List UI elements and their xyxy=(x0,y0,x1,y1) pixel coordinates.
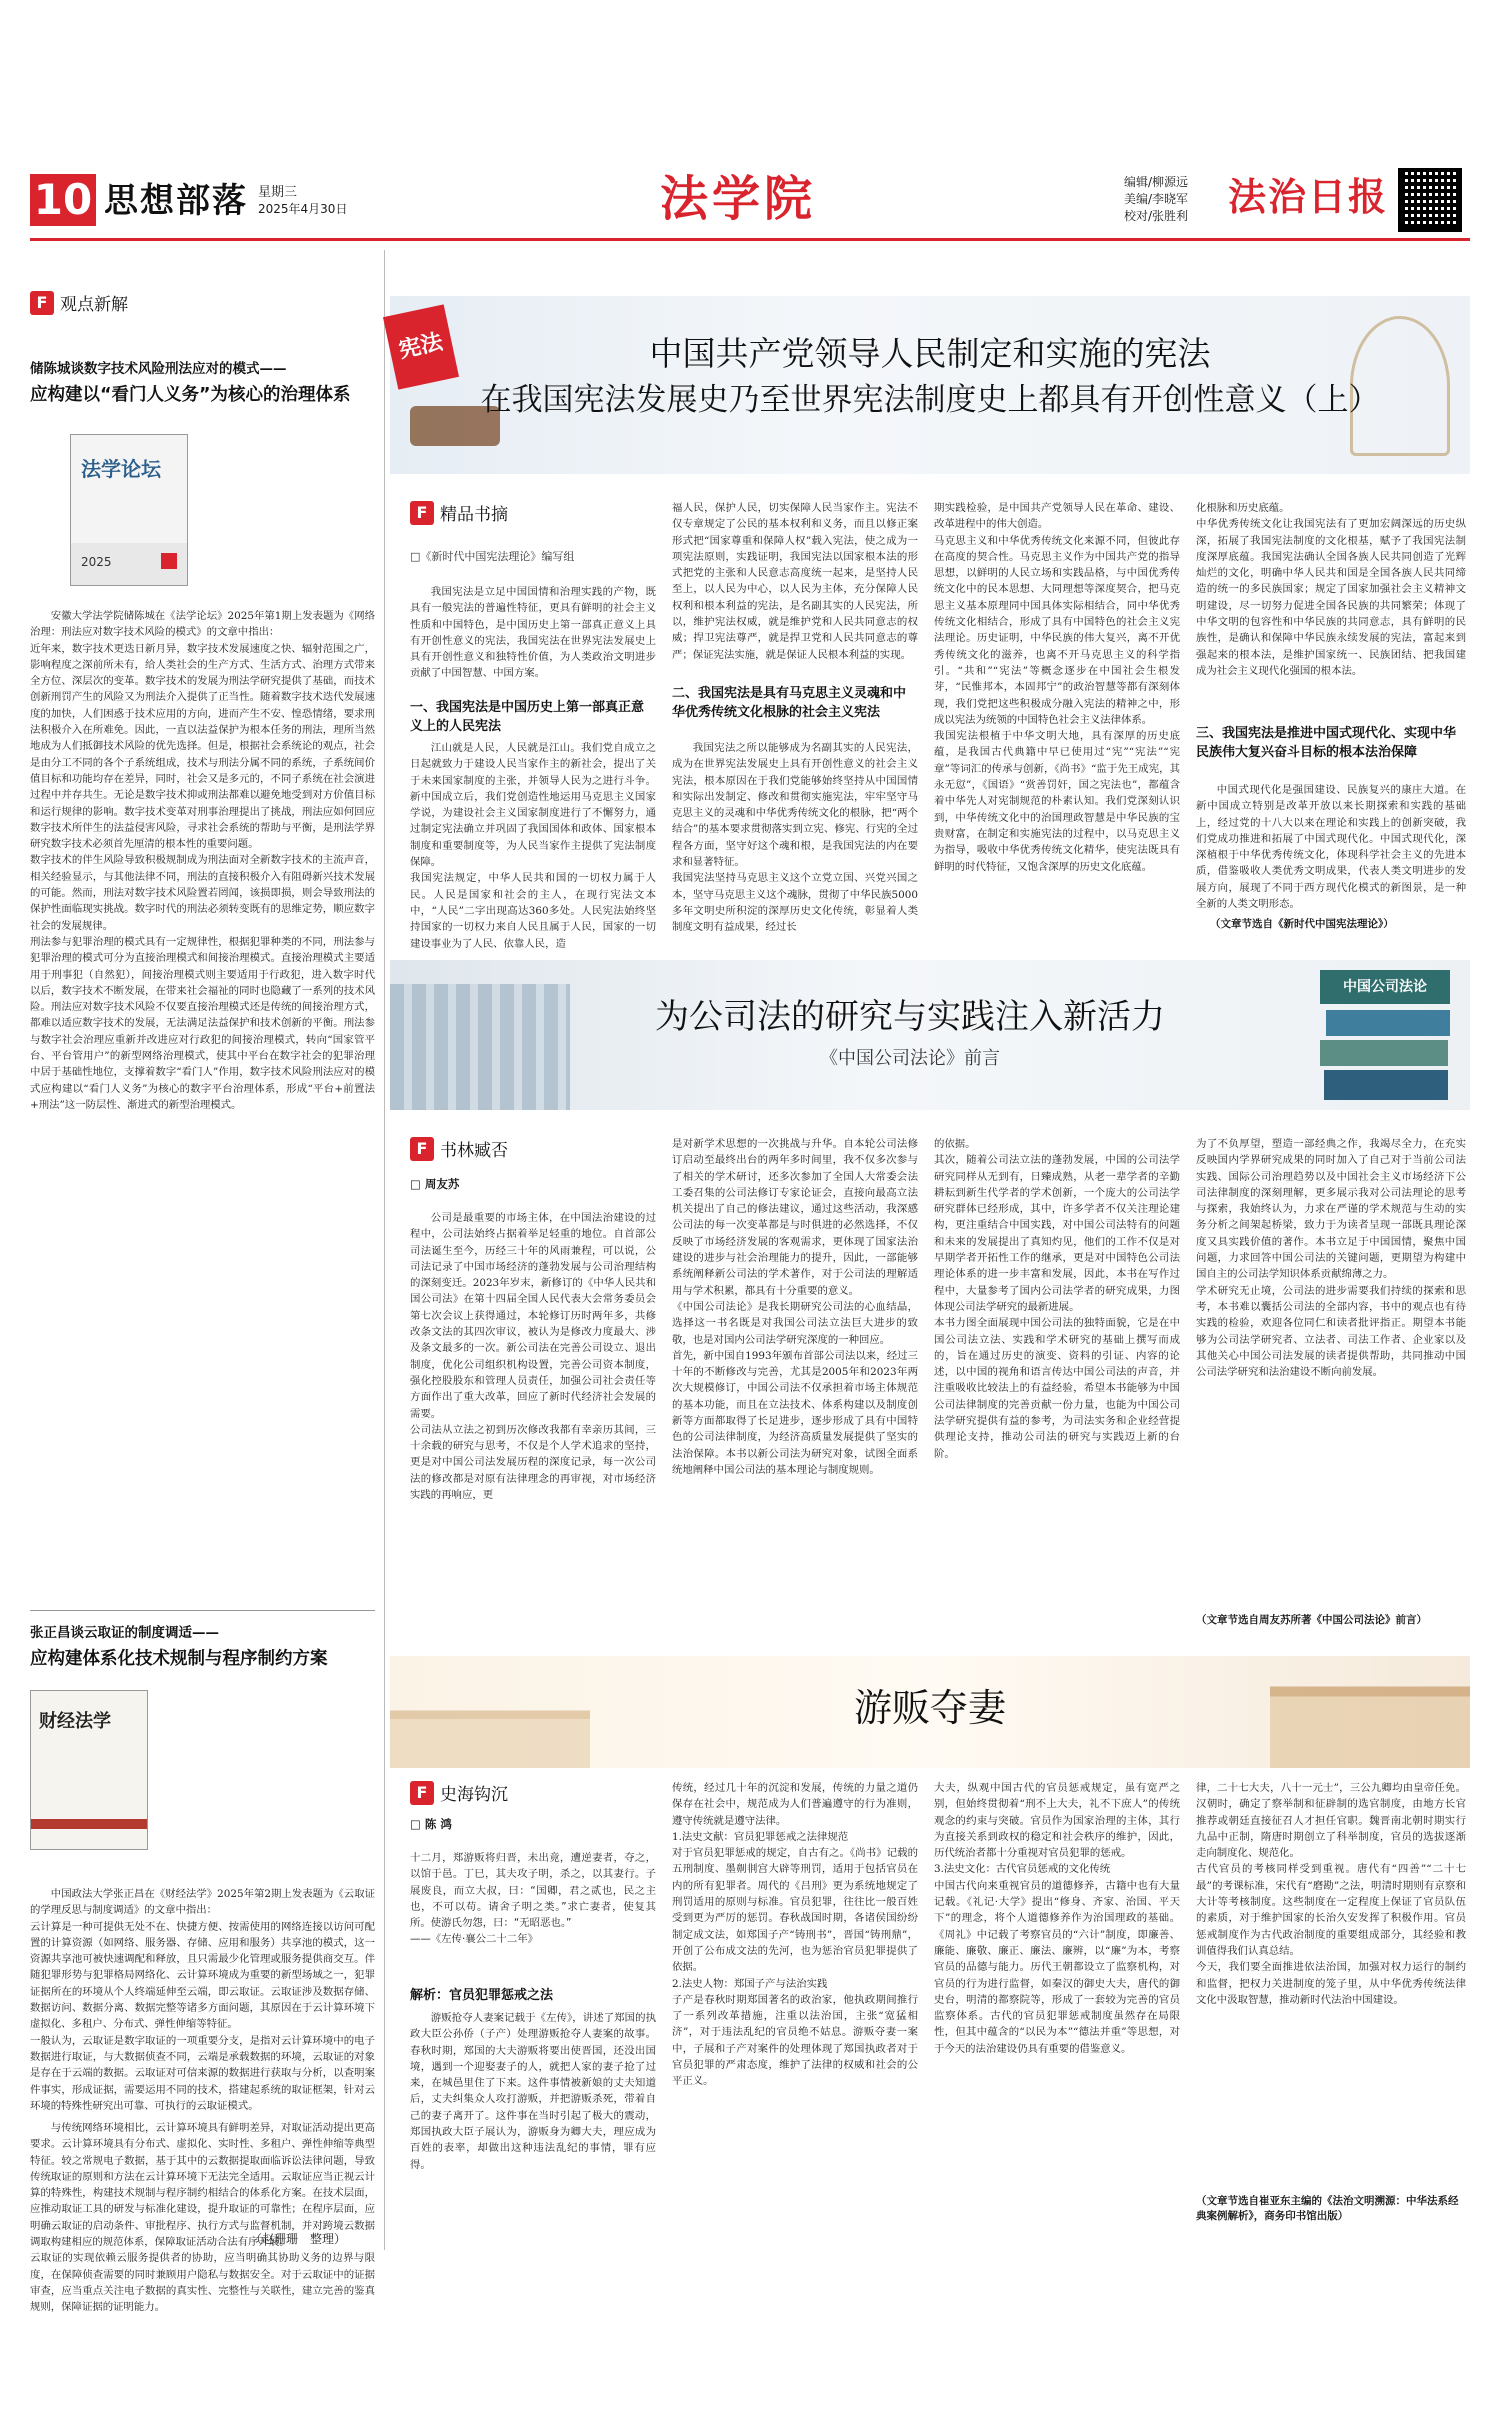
article-body-continued: 与传统网络环境相比，云计算环境具有鲜明差异，对取证活动提出更高要求。云计算环境具有分布式、虚拟化、实时性、多租户、弹性伸缩等典型特征。较之常规电子数据，基于其中的云数据提取面临诉讼法律问题，导致传统取证的原则和方法在云计算环境下无法完全适用。云取证应当正视云计算的特殊性，构建技术规制与程序制约相结合的体系化方案。在技术层面，应推动取证工具的研发与标准化建设，提升取证的可靠性；在程序层面，应明确云取证的启动条件、审批程序、执行方式与监督机制，并对跨境云数据调取构建相应的规范体系，保障取证活动合法有序开展。 云取证的实现依赖云服务提供者的协助，应当明确其协助义务的边界与限度，在保障侦查需要的同时兼顾用户隐私与数据安全。对于云取证中的证据审查，应当重点关注电子数据的真实性、完整性与关联性，建立完善的鉴真规则，保障证据的证明能力。 xyxy=(30,2122,375,2314)
journal-cover-title: 法学论坛 xyxy=(81,457,161,481)
article-banner xyxy=(390,296,1470,474)
weekday: 星期三 xyxy=(258,185,298,200)
section-label: 观点新解 xyxy=(60,295,128,315)
article-section xyxy=(410,1136,1470,1646)
book-stack-illustration xyxy=(1320,970,1450,1106)
banner-badge: 宪法 xyxy=(383,304,459,389)
section-label: 精品书摘 xyxy=(440,505,508,525)
subhead: 一、我国宪法是中国历史上第一部真正意义上的人民宪法 xyxy=(410,700,645,734)
section-header-history xyxy=(410,1780,508,1805)
journal-cover-title: 财经法学 xyxy=(39,1711,111,1732)
article-kicker: 储陈城谈数字技术风险刑法应对的模式—— xyxy=(30,361,287,377)
article-kicker: 张正昌谈云取证的制度调适—— xyxy=(30,1625,219,1641)
author-line: □ 陈 鸿 xyxy=(410,1817,452,1831)
editor-note: （赵珊珊 整理） xyxy=(250,2232,347,2246)
left-column xyxy=(30,290,375,2314)
proofreader-credit: 校对/张胜利 xyxy=(1124,209,1189,223)
article-col-2: 是对新学术思想的一次挑战与升华。自本轮公司法修订启动至最终出台的两年多时间里，我不仅多次参与了相关的学术研讨，还多次参加了全国人大常委会法工委召集的公司法修订专家论证会，直接向最高立法机关提出了自己的修法建议，通过这些活动，我深感公司法的每一次变革都是与时俱进的必然选择，不仅反映了市场经济发展的客观需求，更体现了国家法治建设的进步与社会治理能力的提升，因此，一部能够系统阐释新公司法的学术著作，对于公司法的理解适用与学术积累，都具有十分重要的意义。 《中国公司法论》是我长期研究公司法的心血结晶，选择这一书名既是对我国公司法立法巨大进步的致敬，也是对国内公司法学研究深度的一种回应。 首先，新中国自1993年颁布首部公司法以来，经过三十年的不断修改与完善，尤其是2005年和2023年两次大规模修订，中国公司法不仅承担着市场主体规范的基本功能，而且在立法技术、体系构建以及制度创新等方面都取得了长足进步，逐步形成了具有中国特色的公司法律制度，为经济高质量发展提供了坚实的法治保障。本书以新公司法为研究对象，试图全面系统地阐释中国公司法的基本理论与制度规则。 xyxy=(672,1138,918,1476)
section-label: 书林臧否 xyxy=(440,1141,508,1161)
article-col-1: 公司是最重要的市场主体，在中国法治建设的过程中，公司法始终占据着举足轻重的地位。自首部公司法诞生至今，历经三十年的风雨兼程，可以说，公司法记录了中国市场经济的蓬勃发展与公司治理结构的深刻变迁。2023年岁末，新修订的《中华人民共和国公司法》在第十四届全国人民代表大会常务委员会第七次会议上获得通过，本轮修订历时两年多，共修改条文法的其四次审议，被认为是修改力度最大、涉及条文最多的一次。新公司法在完善公司设立、退出制度，优化公司组织机构设置，完善公司资本制度，强化控股股东和管理人员责任，加强公司社会责任等方面作出了重大改革，回应了新时代经济社会发展的需要。 公司法从立法之初到历次修改我都有幸亲历其间，三十余载的研究与思考，不仅是个人学术追求的坚持，更是对中国公司法发展历程的深度记录，每一次公司法的修改都是对原有法律理念的再审视，对市场经济实践的再响应，更 xyxy=(410,1212,656,1502)
journal-cover-image xyxy=(30,1690,148,1850)
article-section xyxy=(410,500,1470,950)
section-logo-icon: F xyxy=(30,291,54,315)
article-col-1: 我国宪法是立足中国国情和治理实践的产物，既具有一般宪法的普遍性特征，更具有鲜明的社会主义性质和中国特色，是中国历史上第一部真正意义上具有开创性意义的宪法，我国宪法在世界宪法发展史上具有开创性意义和独特性价值，为人类政治文明进步贡献了中国智慧、中国方案。 xyxy=(410,586,656,680)
section-label: 史海钩沉 xyxy=(440,1785,508,1805)
book-spine xyxy=(1326,1010,1450,1036)
section-name: 思想部落 xyxy=(104,181,248,221)
article-col-2-b: 我国宪法之所以能够成为名副其实的人民宪法，成为在世界宪法发展史上具有开创性意义的社会主义宪法，根本原因在于我们党能够始终坚持从中国国情和实际出发制定、修改和贯彻实施宪法，牢牢坚守马克思主义的灵魂和中华优秀传统文化的根脉，把“两个结合”的基本要求贯彻落实到立宪、修宪、行宪的全过程各方面，坚守好这个魂和根，是我国宪法的内在要求和显著特征。 我国宪法坚持马克思主义这个立党立国、兴党兴国之本，坚守马克思主义这个魂脉，贯彻了中华民族5000多年文明史所积淀的深厚历史文化传统，彰显着人类制度文明有益成果，经过长 xyxy=(672,742,918,934)
pavilion-illustration xyxy=(390,1686,590,1768)
journal-cover-band xyxy=(31,1819,147,1829)
article-headline: 应构建以“看门人义务”为核心的治理体系 xyxy=(30,385,351,405)
left-column-rule xyxy=(384,250,385,2250)
article-col-3: 的依据。 其次，随着公司法立法的蓬勃发展，中国的公司法学研究同样从无到有，日臻成熟，从老一辈学者的辛勤耕耘到新生代学者的学术创新，一个庞大的公司法学研究群体已经形成，其中，许多学者不仅关注理论建构，更注重结合中国实践，对中国公司法特有的问题和未来的发展提出了真知灼见，他们的工作不仅是对早期学者开拓性工作的继承，更是对中国特色公司法理论体系的进一步丰富和发展，因此，本书在写作过程中，大量参考了国内公司法学者的研究成果，力图体现公司法学研究的最新进展。 本书力图全面展现中国公司法的独特面貌，它是在中国公司法立法、实践和学术研究的基础上撰写而成的，旨在通过历史的演变、资料的引证、内容的论述，以中国的视角和语言传达中国公司法的声音，并注重吸收比较法上的有益经验，希望本书能够为中国公司法律制度的完善贡献一份力量，也能为中国公司法学研究提供有益的参考，为司法实务和企业经营提供理论支持，推动公司法的研究与实践迈上新的台阶。 xyxy=(934,1138,1180,1460)
classical-quote: 十二月，郑游贩将归晋，未出竟，遭逆妻者，夺之，以馆于邑。丁巳，其夫攻子明，杀之，以其妻行。子展废良，而立大叔，曰：“国卿，君之贰也，民之主也，不可以苟。请舍子明之类。”求亡妻者，使复其所。使游氏勿怨，曰：“无昭恶也。” ——《左传·襄公二十二年》 xyxy=(410,1852,656,1946)
article-subheadline: 在我国宪法发展史乃至世界宪法制度史上都具有开创性意义（上） xyxy=(480,382,1380,418)
article-source: （文章节选自周友苏所著《中国公司法论》前言） xyxy=(1196,1614,1427,1626)
subhead: 解析：官员犯罪惩戒之法 xyxy=(410,1988,554,2003)
qr-code-icon[interactable] xyxy=(1398,168,1462,232)
article-subheadline: 《中国公司法论》前言 xyxy=(820,1048,1000,1069)
issue-date: 2025年4月30日 xyxy=(258,202,348,216)
article-divider xyxy=(30,1610,375,1611)
article-col-4: 为了不负厚望，塑造一部经典之作，我竭尽全力，在充实反映国内学界研究成果的同时加入了自己对于当前公司法实践、国际公司治理趋势以及中国社会主义市场经济下公司法律制度的深刻理解，更多展示我对公司法理论的思考与探索，我始终认为，力求在严谨的学术规范与生动的实务分析之间架起桥梁，致力于为读者呈现一部既具理论深度又具实践价值的著作。本书立足于中国国情，聚焦中国问题，力求回答中国公司法的关键问题，更期望为构建中国自主的公司法学知识体系贡献绵薄之力。 学术研究无止境，公司法的进步需要我们持续的探索和思考，本书难以囊括公司法的全部内容，书中的观点也有待实践的检验，欢迎各位同仁和读者批评指正。期望本书能够为公司法学研究者、立法者、司法工作者、企业家以及其他关心中国公司法发展的读者提供帮助，共同推动中国公司法学研究和法治建设不断向前发展。 xyxy=(1196,1138,1466,1379)
article-col-2: 传统，经过几十年的沉淀和发展，传统的力量之道仍保存在社会中，规范成为人们普遍遵守的行为准则，遵守传统就是遵守法律。 1.法史文献：官员犯罪惩戒之法律规范 对于官员犯罪惩戒的规定，自古有之。《尚书》记载的五刑制度、墨劓剕宫大辟等刑罚，适用于包括官员在内的所有犯罪者。周代的《吕刑》更为系统地规定了刑罚适用的原则与标准。官员犯罪，往往比一般百姓受到更为严厉的惩罚。春秋战国时期，各诸侯国纷纷制定成文法，如郑国子产“铸刑书”，晋国“铸刑鼎”，开创了公布成文法的先河，也为惩治官员犯罪提供了依据。 2.法史人物：郑国子产与法治实践 子产是春秋时期郑国著名的政治家，他执政期间推行了一系列改革措施，注重以法治国，主张“宽猛相济”，对于违法乱纪的官员绝不姑息。游贩夺妻一案中，子展和子产对案件的处理体现了郑国执政者对于官员犯罪的严肃态度，维护了法律的权威和社会的公平正义。 xyxy=(672,1782,918,2088)
column-title: 法学院 xyxy=(660,171,817,227)
editor-credit: 编辑/柳源远 xyxy=(1124,175,1189,189)
article-headline: 为公司法的研究与实践注入新活力 xyxy=(655,997,1165,1037)
article-col-1-b: 江山就是人民，人民就是江山。我们党自成立之日起就致力于建设人民当家作主的新社会，提出了关于未来国家制度的主张，并领导人民为之进行斗争。新中国成立后，我们党创造性地运用马克思主义国家学说，为建设社会主义国家制度进行了不懈努力，通过制定宪法确立并巩固了我国国体和政体、国家根本制度和重要制度等，为人民当家作主提供了宪法制度保障。 我国宪法规定，中华人民共和国的一切权力属于人民。人民是国家和社会的主人，在现行宪法文本中，“人民”二字出现高达360多处。人民宪法始终坚持国家的一切权力来自人民且属于人民，国家的一切建设事业为了人民、依靠人民，造 xyxy=(410,742,656,950)
subhead: 二、我国宪法是具有马克思主义灵魂和中华优秀传统文化根脉的社会主义宪法 xyxy=(672,686,907,720)
article-col-2: 福人民，保护人民，切实保障人民当家作主。宪法不仅专章规定了公民的基本权利和义务，而且以修正案形式把“国家尊重和保障人权”载入宪法，使之成为一项宪法原则，实践证明，我国宪法以国家根本法的形式把党的主张和人民意志高度统一起来，是坚持人民至上，以人民为中心，以人民为主体，充分保障人民权利和根本利益的宪法，是名副其实的人民宪法，所以，维护宪法权威，就是维护党和人民共同意志的权威；捍卫宪法尊严，就是捍卫党和人民共同意志的尊严；保证宪法实施，就是保证人民根本利益的实现。 xyxy=(672,502,918,661)
art-editor-credit: 美编/李晓军 xyxy=(1124,192,1189,206)
article-body: 安徽大学法学院储陈城在《法学论坛》2025年第1期上发表题为《网络治理：刑法应对数字技术风险的模式》的文章中指出： 近年来，数字技术更迭日新月异，数字技术发展速度之快、辐射范围之广，影响程度之深前所未有，给人类社会的生产方式、生活方式、治理方式带来全方位、深层次的变革。数字技术的发展为刑法学研究提供了基础，而技术创新刑罚产生的风险又为刑法介入提供了正当性。随着数字技术迭代发展速度的加快，人们困惑于技术应用的方向，进而产生不安、惶恐情绪，要求刑法积极介入在所难免。因此，一直以法益保护为根本任务的刑法，理所当然地成为人们抵御技术风险的优先选择。但是，根据社会系统论的观点，社会是由分工不同的各个子系统组成，技术与刑法分属不同的系统，子系统间价值目标和功能均存在差异，同时，社会又是多元的，不同子系统在社会演进过程中并存共生。无论是数字技术抑或刑法都难以避免地受到对方价值目标和运行规律的影响。数字技术变革对刑事治理提出了挑战，刑法应如何回应数字技术所伴生的法益侵害风险，寻求社会系统的帮助与平衡，是刑法学界研究数字技术必须首先厘清的根本性的重要问题。 数字技术的伴生风险导致积极规制成为刑法面对全新数字技术的主流声音，相关经验显示，与其他法律不同，刑法的直接积极介入有阻碍新兴技术发展的可能。然而，刑法对数字技术风险置若罔闻，该损即损，则会导致刑法的保护性面临现实挑战。数字时代的刑法必须转变既有的思维定势，顺应数字社会的发展规律。 刑法参与犯罪治理的模式具有一定规律性，根据犯罪种类的不同，刑法参与犯罪治理的模式可分为直接治理模式和间接治理模式。直接治理模式主要适用于刑事犯（自然犯），间接治理模式则主要适用于行政犯，进入数字时代以后，数字技术不断发展，在带来社会福祉的同时也隐藏了一系列的技术风险。刑法应对数字技术风险不仅要直接治理模式还是传统的间接治理方式，都难以适应数字技术的发展，无法满足法益保护和技术创新的平衡。刑法参与数字社会治理应重新并改进应对行政犯的间接治理模式，转向“国家管平台、平台管用户”的新型网络治理模式，使其中平台在数字社会的犯罪治理中居于基础性地位，支撑着数字“看门人”作用，数字技术风险刑法应对的模式应构建以“看门人义务”为核心的数字平台治理体系，形成“平台+前置法+刑法”这一防层性、渐进式的新型治理模式。 xyxy=(30,610,375,1111)
article-headline: 应构建体系化技术规制与程序制约方案 xyxy=(30,1649,328,1669)
section-header-book-excerpts xyxy=(410,500,508,525)
article-banner xyxy=(390,1656,1470,1768)
journal-cover-year: 2025 xyxy=(81,555,112,569)
section-header-book-review xyxy=(410,1136,508,1161)
masthead-rule xyxy=(30,238,1470,241)
journal-cover-image xyxy=(70,434,188,586)
article-body: 中国政法大学张正昌在《财经法学》2025年第2期上发表题为《云取证的学理反思与制度调适》的文章中指出： 云计算是一种可提供无处不在、快捷方便、按需使用的网络连接以访问可配置的计算资源（如网络、服务器、存储、应用和服务）共享池的模式，这一资源共享池可被快速调配和释放，且只需最少化管理或服务提供商交互。伴随犯罪形势与犯罪格局网络化、云计算环境成为重要的新型场域之一，犯罪证据所在的环境从个人终端延伸至云端，即云取证。云取证涉及数据存储、数据访问、数据分离、数据完整等诸多方面问题，其原因在于云计算环境下虚拟化、多租户、分布式、弹性伸缩等特征。 一般认为，云取证是数字取证的一项重要分支，是指对云计算环境中的电子数据进行取证，与大数据侦查不同，云端是承载数据的环境，云取证的对象是存在于云端的数据。云取证对可信来源的数据进行获取与分析，以查明案件事实，形成证据，需要运用不同的技术，搭建起系统的取证框架，针对云环境的特殊性研究出可靠、可执行的云取证模式。 xyxy=(30,1888,375,2112)
pavilion-illustration xyxy=(1270,1666,1470,1768)
author-line: □《新时代中国宪法理论》编写组 xyxy=(410,550,575,563)
subhead: 三、我国宪法是推进中国式现代化、实现中华民族伟大复兴奋斗目标的根本法治保障 xyxy=(1196,726,1457,760)
article-col-4: 化根脉和历史底蕴。 中华优秀传统文化让我国宪法有了更加宏阔深远的历史纵深，拓展了我国宪法制度的文化根基，赋予了我国宪法制度深厚底蕴。我国宪法确认全国各族人民共同创造了光辉灿烂的文化，明确中华人民共和国是全国各族人民共同缔造的统一的多民族国家；规定了国家加强社会主义精神文明建设，尽一切努力促进全国各民族的共同繁荣；体现了中华文明的包容性和中华民族的共同意志，具有鲜明的民族性，是确认和保障中华民族永续发展的宪法，富起来到强起来的根本法，是维护国家统一、民族团结、把我国建成为社会主义现代化强国的根本法。 xyxy=(1196,502,1466,677)
journal-cover-mark xyxy=(161,553,177,569)
article-col-3: 大夫，纵观中国古代的官员惩戒规定，虽有宽严之别，但始终贯彻着“刑不上大夫，礼不下庶人”的传统观念的约束与突破。官员作为国家治理的主体，其行为直接关系到政权的稳定和社会秩序的维护，因此，历代统治者都十分重视对官员犯罪的惩戒。 3.法史文化：古代官员惩戒的文化传统 中国古代向来重视官员的道德修养，古籍中也有大量记载。《礼记·大学》提出“修身、齐家、治国、平天下”的理念，将个人道德修养作为治国理政的基础。《周礼》中记载了考察官员的“六计”制度，即廉善、廉能、廉敬、廉正、廉法、廉辨，以“廉”为本，考察官员的品德与能力。历代王朝都设立了监察机构，对官员的行为进行监督，如秦汉的御史大夫，唐代的御史台，明清的都察院等，形成了一套较为完善的官员监察体系。古代的官员犯罪惩戒制度虽然存在局限性，但其中蕴含的“以民为本”“德法并重”等思想，对于今天的法治建设仍具有重要的借鉴意义。 xyxy=(934,1782,1180,2055)
book-spine xyxy=(1320,1040,1448,1066)
article-col-4: 律，二十七大夫，八十一元士”，三公九卿均由皇帝任免。汉朝时，确定了察举制和征辟制的选官制度，由地方长官推荐或朝廷直接征召人才担任官职。魏晋南北朝时期实行九品中正制，隋唐时期创立了科举制度，官员的选拔逐渐走向制度化、规范化。 古代官员的考核同样受到重视。唐代有“四善”“二十七最”的考课标准，宋代有“磨勘”之法，明清时期则有京察和大计等考核制度。这些制度在一定程度上保证了官员队伍的素质，对于维护国家的长治久安发挥了积极作用。官员惩戒制度作为古代政治制度的重要组成部分，其经验和教训值得我们认真总结。 今天，我们要全面推进依法治国，加强对权力运行的制约和监督，把权力关进制度的笼子里，从中华优秀传统法律文化中汲取智慧，推动新时代法治中国建设。 xyxy=(1196,1782,1466,2006)
article-col-4-b: 中国式现代化是强国建设、民族复兴的康庄大道。在新中国成立特别是改革开放以来长期探索和实践的基础上，经过党的十八大以来在理论和实践上的创新突破，我们党成功推进和拓展了中国式现代化。中国式现代化，深深植根于中华优秀传统文化，体现科学社会主义的先进本质，借鉴吸收人类优秀文明成果，代表人类文明进步的发展方向，展现了不同于西方现代化模式的新图景，是一种全新的人类文明形态。 xyxy=(1196,784,1466,911)
author-line: □ 周友苏 xyxy=(410,1177,460,1191)
book-spine xyxy=(1324,1070,1448,1100)
article-col-3: 期实践检验，是中国共产党领导人民在革命、建设、改革进程中的伟大创造。 马克思主义和中华优秀传统文化来源不同，但彼此存在高度的契合性。马克思主义作为中国共产党的指导思想，以鲜明的人民立场和实践品格，与中国优秀传统文化中的民本思想、大同理想等深度契合，把马克思主义基本原理同中国具体实际相结合，同中华优秀传统文化相结合，形成了具有中国特色的社会主义宪法理论。历史证明，中华民族的伟大复兴，离不开优秀传统文化的滋养，也离不开马克思主义的科学指引。“共和”“宪法”等概念逐步在中国社会生根发芽，“民惟邦本，本固邦宁”的政治智慧等都有深刻体现，我们党把这些积极成分融入宪法的精神之中，形成以宪法为统领的中国特色社会主义法律体系。 我国宪法根植于中华文明大地，具有深厚的历史底蕴，是我国古代典籍中早已使用过“宪”“宪法”“宪章”等词汇的传承与创新，《尚书》“监于先王成宪，其永无愆”，《国语》“赏善罚奸，国之宪法也”，都蕴含着中华先人对宪制规范的朴素认知。我们党深刻认识到，中华传统文化中的治国理政智慧是中华民族的宝贵财富，在制定和实施宪法的过程中，以马克思主义为指导，吸收中华优秀传统文化精华，使宪法既具有鲜明的时代特征，又饱含深厚的历史文化底蕴。 xyxy=(934,502,1180,873)
article-headline: 中国共产党领导人民制定和实施的宪法 xyxy=(649,334,1211,373)
article-source: （文章节选自《新时代中国宪法理论》） xyxy=(1210,918,1394,930)
section-logo-icon: F xyxy=(410,501,434,525)
article-section xyxy=(410,1780,1470,2250)
book-spine: 中国公司法论 xyxy=(1320,970,1450,1004)
article-col-1-b: 游贩抢夺人妻案记载于《左传》，讲述了郑国的执政大臣公孙侨（子产）处理游贩抢夺人妻案的故事。春秋时期，郑国的大夫游贩将要出使晋国，还没出国境，遇到一个迎娶妻子的人，就把人家的妻子抢了过来，在城邑里住了下来。这件事情被新娘的丈夫知道后，丈夫纠集众人攻打游贩，并把游贩杀死，带着自己的妻子离开了。这件事在当时引起了极大的震动，郑国执政大臣子展认为，游贩身为卿大夫，理应成为百姓的表率，却做出这种违法乱纪的事情，罪有应得。 xyxy=(410,2012,656,2171)
article-headline: 游贩夺妻 xyxy=(853,1686,1006,1730)
newspaper-logo: 法治日报 xyxy=(1228,174,1389,219)
article-source: （文章节选自崔亚东主编的《法治文明溯源：中华法系经典案例解析》，商务印书馆出版） xyxy=(1196,2195,1459,2222)
section-logo-icon: F xyxy=(410,1137,434,1161)
page-number-badge: 10 xyxy=(30,174,96,226)
section-logo-icon: F xyxy=(410,1781,434,1805)
masthead xyxy=(30,168,1470,238)
article-banner xyxy=(390,960,1470,1110)
section-header-viewpoints xyxy=(30,290,375,315)
